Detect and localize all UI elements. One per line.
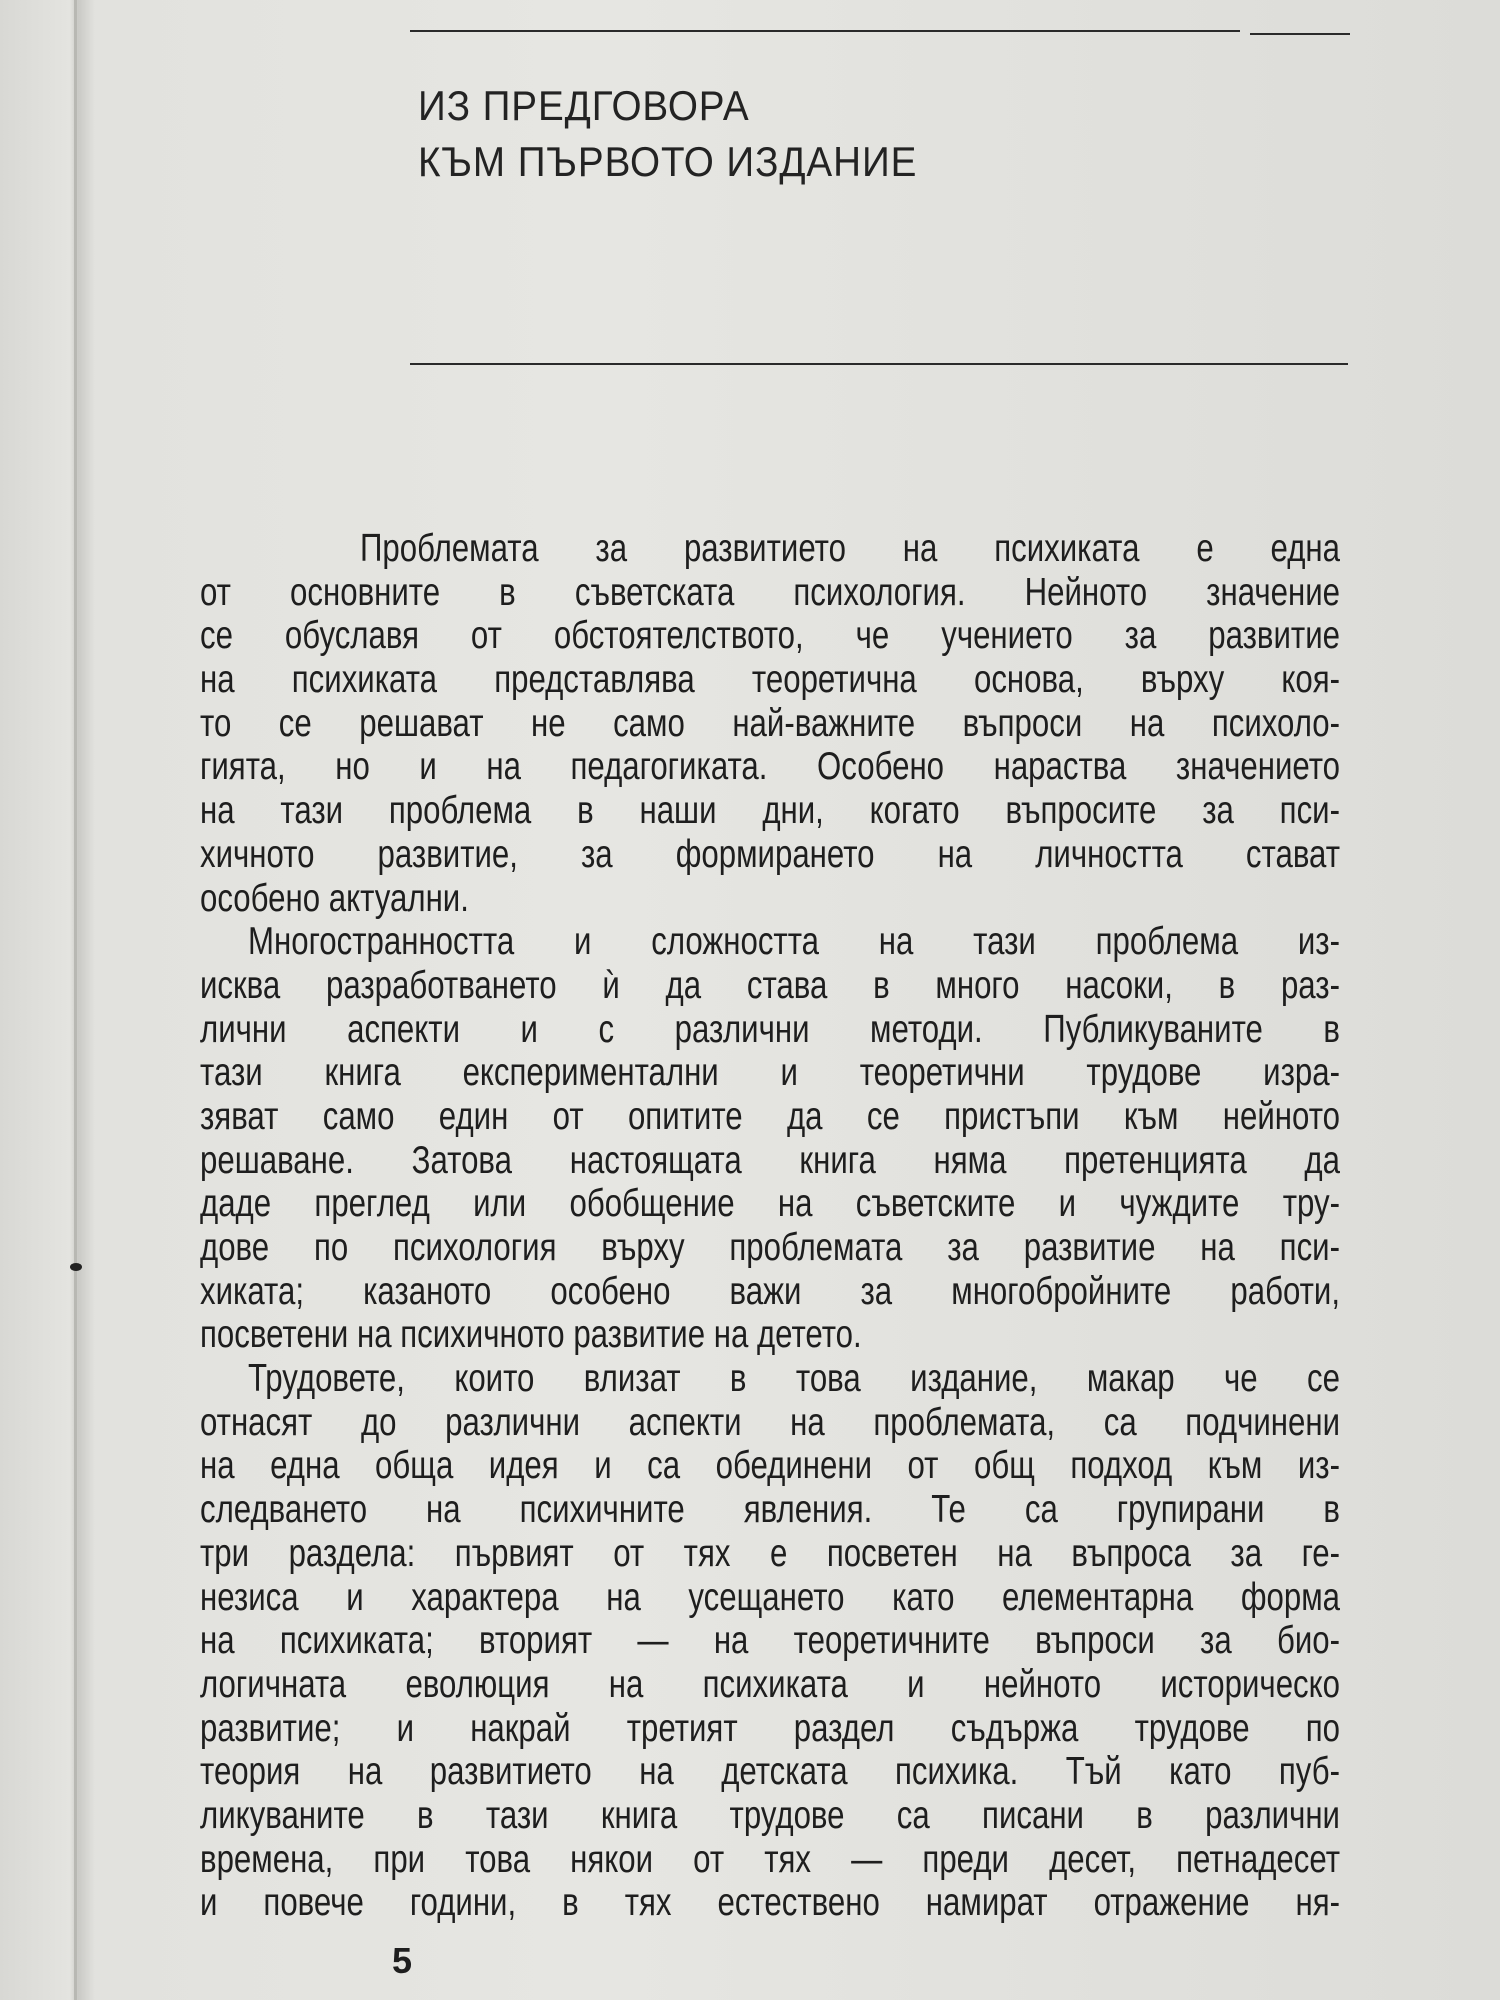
text-line: теория на развитието на детската психика. Тъй като пуб- (200, 1750, 1340, 1794)
text-line: Проблемата за развитието на психиката е една (360, 527, 1340, 570)
text-line: логичната еволюция на психиката и нейното историческо (200, 1662, 1340, 1706)
text-line: три раздела: първият от тях е посветен на въпроса за ге- (200, 1531, 1340, 1575)
text-line: посветени на психичното развитие на детето. (200, 1313, 862, 1357)
heading-line-1: ИЗ ПРЕДГОВОРА (418, 82, 750, 129)
text-line: се обуславя от обстоятелството, че учението за развитие (200, 614, 1340, 658)
page-number: 5 (392, 1940, 413, 1981)
text-line: отнасят до различни аспекти на проблемата, са подчинени (200, 1400, 1340, 1444)
text-line: Многостранността и сложността на тази проблема из- (248, 920, 1340, 964)
text-line: на тази проблема в наши дни, когато въпросите за пси- (200, 789, 1340, 833)
text-line: незиса и характера на усещането като елементарна форма (200, 1575, 1340, 1619)
text-line: хичното развитие, за формирането на личността стават (200, 832, 1340, 876)
heading-line-2: КЪМ ПЪРВОТО ИЗДАНИЕ (418, 138, 918, 185)
text-line: хиката; казаното особено важи за многобройните работи, (200, 1269, 1340, 1313)
text-line: то се решават не само най-важните въпроси на психоло- (200, 701, 1340, 745)
text-line: гията, но и на педагогиката. Особено нараства значението (200, 745, 1340, 789)
text-line: развитие; и накрай третият раздел съдържа трудове по (200, 1706, 1340, 1750)
text-line: дове по психология върху проблемата за развитие на пси- (200, 1226, 1340, 1269)
book-gutter (74, 0, 77, 2000)
top-rule-end (1250, 33, 1350, 35)
chapter-heading (418, 78, 917, 190)
text-line: тази книга експериментални и теоретични трудове изра- (200, 1051, 1340, 1095)
text-line: исква разработването ѝ да става в много насоки, в раз- (200, 963, 1340, 1007)
bottom-rule (410, 363, 1348, 365)
text-line: Трудовете, които влизат в това издание, макар че се (248, 1357, 1340, 1401)
text-line: и повече години, в тях естествено намират отражение ня- (200, 1881, 1340, 1925)
text-line: особено актуални. (200, 876, 469, 920)
top-rule (410, 30, 1240, 32)
text-line: на една обща идея и са обединени от общ подход към из- (200, 1444, 1340, 1488)
text-line: ликуваните в тази книга трудове са писани в различни (200, 1793, 1340, 1837)
text-line: времена, при това някои от тях — преди десет, петнадесет (200, 1837, 1340, 1881)
text-line: следването на психичните явления. Те са групирани в (200, 1488, 1340, 1532)
text-line: зяват само един от опитите да се пристъпи към нейното (200, 1094, 1340, 1138)
text-line: решаване. Затова настоящата книга няма претенцията да (200, 1138, 1340, 1182)
text-line: на психиката; вторият — на теоретичните въпроси за био- (200, 1619, 1340, 1663)
body-text (200, 527, 1340, 1925)
text-line: даде преглед или обобщение на съветските и чуждите тру- (200, 1182, 1340, 1226)
text-line: на психиката представлява теоретична основа, върху коя- (200, 658, 1340, 702)
ink-mark (70, 1263, 82, 1271)
text-line: от основните в съветската психология. Нейното значение (200, 570, 1340, 614)
text-line: лични аспекти и с различни методи. Публикуваните в (200, 1007, 1340, 1051)
